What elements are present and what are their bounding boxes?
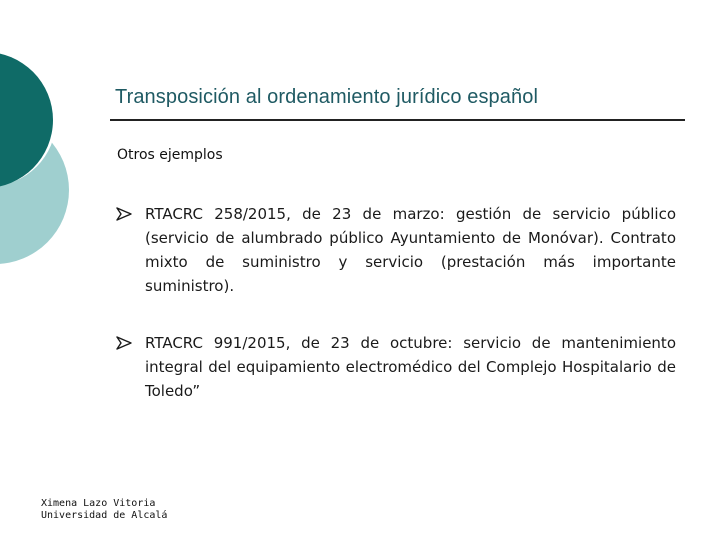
footer xyxy=(41,498,167,522)
bullet-text: RTACRC 258/2015, de 23 de marzo: gestión de servicio público (servicio de alumbrado público Ayuntamiento de Monóvar). Contrato mixto de suministro y servicio (prestación más importante suministro). xyxy=(145,205,676,295)
arrowhead-bullet-icon xyxy=(116,331,138,355)
section-subtitle: Otros ejemplos xyxy=(117,147,223,163)
slide-title: Transposición al ordenamiento jurídico español xyxy=(115,86,538,108)
bullet-item xyxy=(116,202,676,298)
bullet-text: RTACRC 991/2015, de 23 de octubre: servicio de mantenimiento integral del equipamiento electromédico del Complejo Hospitalario de Toledo” xyxy=(145,334,676,400)
decorative-circles xyxy=(0,0,120,300)
arrowhead-bullet-icon xyxy=(116,202,138,226)
bullet-item xyxy=(116,331,676,403)
title-underline xyxy=(110,119,685,121)
footer-author: Ximena Lazo Vitoria xyxy=(41,498,156,509)
footer-institution: Universidad de Alcalá xyxy=(41,510,168,521)
